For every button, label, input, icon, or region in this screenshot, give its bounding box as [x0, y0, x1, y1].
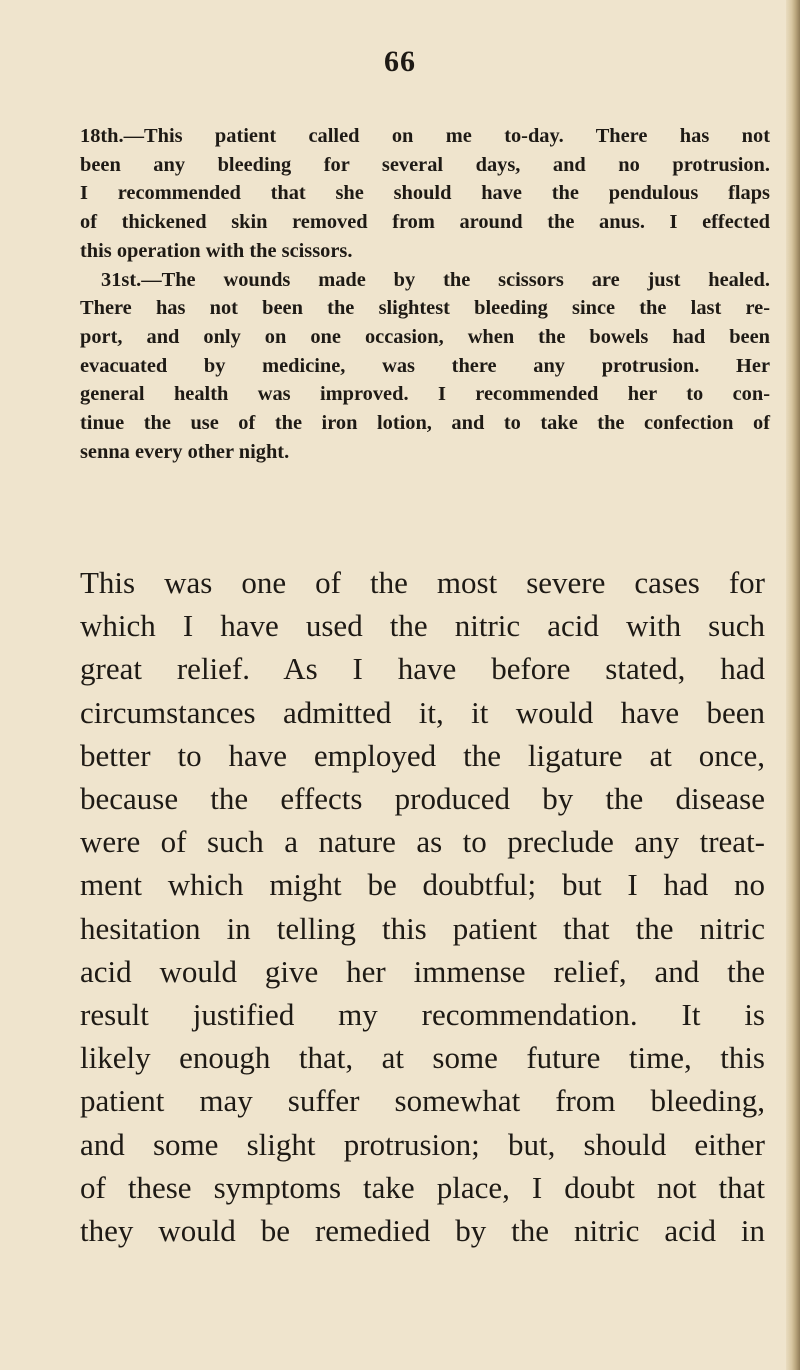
commentary-line: which I have used the nitric acid with such: [80, 608, 765, 644]
case-notes-line: of thickened skin removed from around the anus. I effected: [80, 211, 770, 234]
commentary-line: were of such a nature as to preclude any treat-: [80, 824, 765, 860]
page-number: 66: [384, 45, 416, 78]
commentary-line: because the effects produced by the disease: [80, 781, 765, 817]
commentary-line: of these symptoms take place, I doubt not that: [80, 1169, 765, 1205]
commentary-line: hesitation in telling this patient that the nitric: [80, 910, 765, 946]
commentary-line: and some slight protrusion; but, should either: [80, 1126, 765, 1162]
case-notes-line: port, and only on one occasion, when the bowels had been: [80, 325, 770, 348]
commentary-line: This was one of the most severe cases for: [80, 565, 765, 600]
commentary-line: better to have employed the ligature at once,: [80, 737, 765, 773]
case-notes-line: tinue the use of the iron lotion, and to take the confection of: [80, 412, 770, 435]
case-notes-line: general health was improved. I recommended her to con-: [80, 383, 770, 406]
case-notes-line: senna every other night.: [80, 440, 290, 463]
commentary-line: likely enough that, at some future time, this: [80, 1040, 765, 1076]
commentary-line: circumstances admitted it, it would have been: [80, 694, 765, 730]
commentary-line: they would be remedied by the nitric acid in: [80, 1213, 765, 1249]
page-edge-shadow: [786, 0, 800, 1370]
commentary-line: patient may suffer somewhat from bleeding,: [80, 1083, 765, 1119]
case-notes-line: this operation with the scissors.: [80, 239, 353, 262]
commentary-line: ment which might be doubtful; but I had no: [80, 867, 765, 903]
case-notes-line: There has not been the slightest bleeding since the last re-: [80, 297, 770, 320]
commentary-line: result justified my recommendation. It is: [80, 997, 765, 1033]
commentary-paragraph: [80, 561, 765, 1252]
case-notes-block: [80, 122, 770, 466]
commentary-line: great relief. As I have before stated, had: [80, 651, 765, 687]
case-notes-line: been any bleeding for several days, and no protrusion.: [80, 153, 770, 176]
case-notes-line: 18th.—This patient called on me to-day. There has not: [80, 125, 770, 147]
case-notes-line: I recommended that she should have the pendulous flaps: [80, 182, 770, 205]
case-notes-line: 31st.—The wounds made by the scissors are just healed.: [101, 268, 770, 291]
commentary-line: acid would give her immense relief, and the: [80, 953, 765, 989]
case-notes-line: evacuated by medicine, was there any protrusion. Her: [80, 354, 770, 377]
